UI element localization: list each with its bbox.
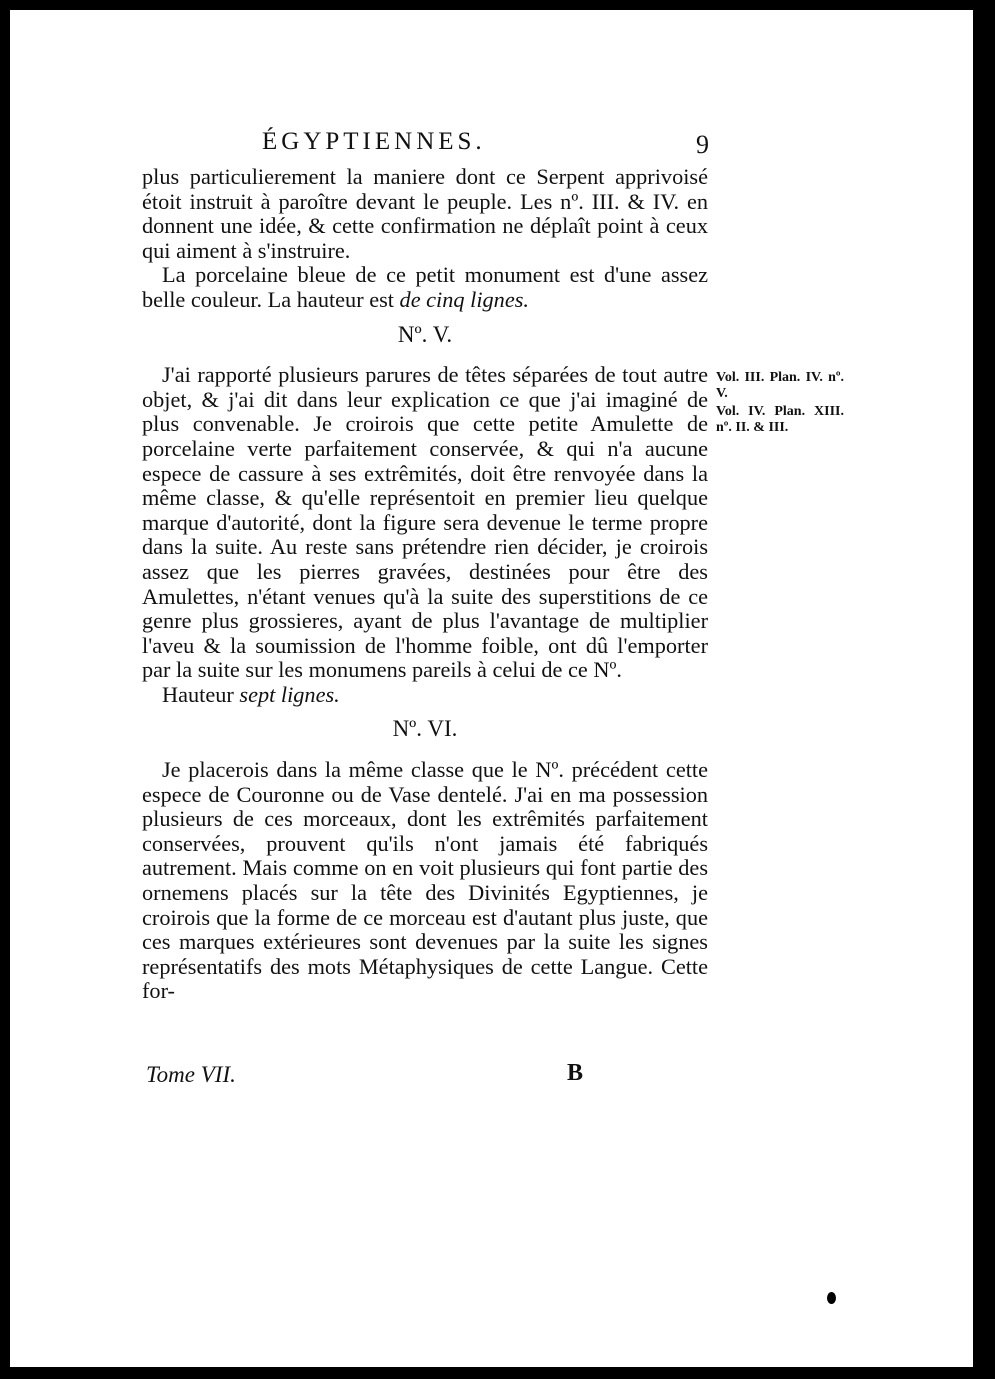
section-heading-vi: Nº. VI.	[392, 716, 458, 742]
paragraph-hauteur	[142, 683, 708, 708]
page-footer	[10, 1062, 973, 1096]
paragraph-amulette: J'ai rapporté plusieurs parures de têtes séparées de tout autre objet, & j'ai dit dans leur explication ce que j'ai imaginé de plus convenable. Je croirois que cette petite Amulette de porcelaine verte parfaitement conservée, & qui n'a aucune espece de cassure à ses extrêmités, doit être renvoyée dans la même classe, & qu'elle représentoit en premier lieu quelque marque d'autorité, dont la figure sera devenue le terme propre dans la suite. Au reste sans prétendre rien décider, je croirois assez que les pierres gravées, destinées pour être des Amulettes, n'étant venues qu'à la suite des superstitions de ce genre plus grossieres, ayant de plus l'avantage de multiplier l'aveu & la soumission de l'homme foible, ont dû l'emporter par la suite sur les monumens pareils à celui de ce Nº.	[142, 362, 708, 683]
book-page	[10, 10, 973, 1367]
page-number: 9	[696, 130, 709, 159]
body-text	[142, 165, 708, 1004]
section-heading-v: Nº. V.	[397, 321, 453, 347]
margin-notes	[716, 370, 844, 438]
margin-note-1: Vol. III. Plan. IV. nº. V.	[716, 370, 844, 401]
paragraph-porcelaine	[142, 263, 708, 312]
ink-blot	[827, 1292, 836, 1304]
paragraph-italic: de cinq lignes.	[399, 286, 529, 312]
paragraph-text: Hauteur	[162, 681, 240, 707]
paragraph-continued: plus particulierement la maniere dont ce Serpent apprivoisé étoit instruit à paroître devant le peuple. Les nº. III. & IV. en donnent une idée, & cette confirmation ne déplaît point à ceux qui aiment à s'instruire.	[142, 164, 708, 263]
running-head	[10, 128, 973, 168]
paragraph-text: La porcelaine bleue de ce petit monument est d'une assez belle couleur. La hauteur est	[142, 262, 708, 312]
margin-note-2: Vol. IV. Plan. XIII. nº. II. & III.	[716, 404, 844, 435]
running-title: ÉGYPTIENNES.	[262, 128, 486, 155]
paragraph-couronne: Je placerois dans la même classe que le Nº. précédent cette espece de Couronne ou de Vase dentelé. J'ai en ma possession plusieurs de ces morceaux, dont les extrêmités parfaitement conservées, prouvent qu'ils n'ont jamais été fabriqués autrement. Mais comme on en voit plusieurs qui font partie des ornemens placés sur la tête des Divinités Egyptiennes, je croirois que la forme de ce morceau est d'autant plus juste, que ces marques extérieures sont devenues par la suite les signes représentatifs des mots Métaphysiques de cette Langue. Cette for-	[142, 757, 708, 1004]
signature-mark: B	[567, 1060, 584, 1086]
paragraph-italic: sept lignes.	[239, 681, 340, 707]
tome-label: Tome VII.	[146, 1062, 236, 1087]
